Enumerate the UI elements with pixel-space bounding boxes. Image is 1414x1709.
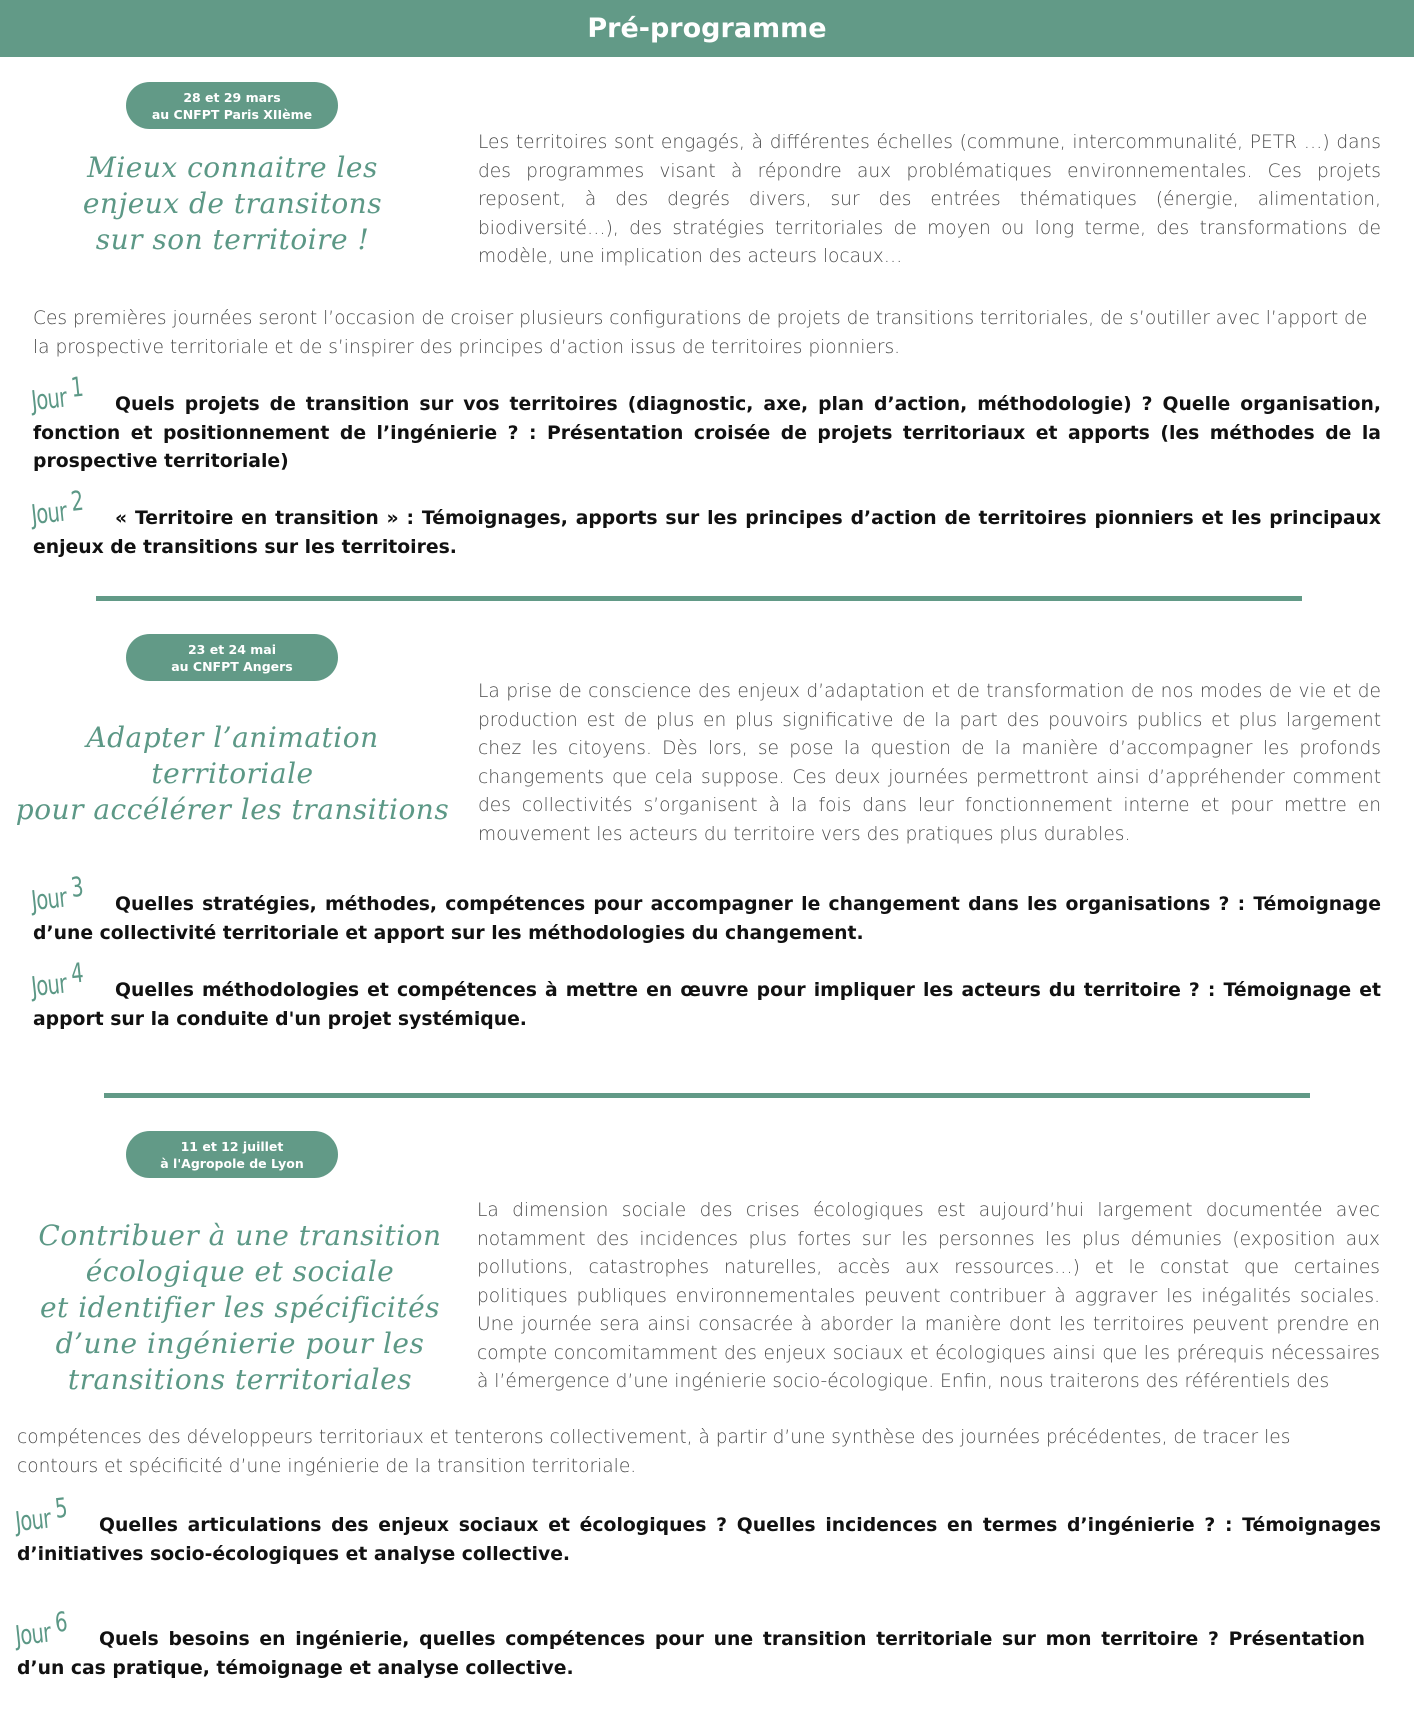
day-label-number: 2: [69, 485, 85, 518]
section-title-line: et identifier les spécificités: [39, 1291, 441, 1324]
section-continuation-3: compétences des développeurs territoriaux et tenterons collectivement, à partir d’une synthèse des journées précédentes, de tracer les contours et spécificité d’une ingénierie de la transition territoriale.: [17, 1427, 1291, 1477]
section-continuation-1: Ces premières journées seront l’occasion de croiser plusieurs configurations de projets de transitions territoriales, de s’outiller avec l’apport de la prospective territoriale et de s’inspirer des principes d’action issus de territoires pionniers.: [33, 308, 1368, 358]
section-title-2: [10, 720, 455, 828]
section-title-line: d’une ingénierie pour les: [55, 1327, 425, 1360]
date-badge-line: 23 et 24 mai: [187, 641, 277, 657]
day-3: [29, 871, 1381, 948]
section-divider-1: [96, 596, 1302, 601]
section-title-line: Mieux connaitre les: [87, 151, 378, 184]
day-6: [13, 1606, 1365, 1683]
day-label-word: Jour: [29, 968, 68, 1003]
page-title: Pré-programme: [587, 13, 827, 44]
day-1: [29, 371, 1381, 477]
day-label-word: Jour: [29, 882, 68, 917]
day-label-number: 3: [69, 871, 85, 904]
section-title-line: sur son territoire !: [95, 223, 370, 256]
day-description: Quelles stratégies, méthodes, compétences pour accompagner le changement dans les organisations ? : Témoignage d’une collectivité territoriale et apport sur les méthodologies du changement.: [33, 894, 1381, 944]
section-title-line: enjeux de transitons: [82, 187, 383, 220]
day-description: Quels besoins en ingénierie, quelles compétences pour une transition territoriale sur mon territoire ? Présentation d’un cas pratique, témoignage et analyse collective.: [17, 1629, 1365, 1679]
date-badge-line: au CNFPT Angers: [171, 658, 293, 674]
section-title-line: pour accélérer les transitions: [15, 793, 450, 826]
day-label-number: 4: [69, 957, 85, 990]
date-badge-line: au CNFPT Paris XIIème: [151, 106, 313, 122]
section-divider-2: [104, 1093, 1310, 1098]
day-description: « Territoire en transition » : Témoignages, apports sur les principes d’action de territoires pionniers et les principaux enjeux de transitions sur les territoires.: [33, 508, 1381, 558]
section-intro-1: Les territoires sont engagés, à différentes échelles (commune, intercommunalité, PETR …) dans des programmes visant à répondre aux problématiques environnementales. Ces projets reposent, à des degrés divers, sur des entrées thématiques (énergie, alimentation, biodiversité…), des stratégies territoriales de moyen ou long terme, des transformations de modèle, une implication des acteurs locaux…: [478, 132, 1381, 267]
day-label-number: 6: [53, 1606, 69, 1639]
page-header: [0, 0, 1414, 57]
day-4: [29, 957, 1381, 1034]
section-intro-2: La prise de conscience des enjeux d’adaptation et de transformation de nos modes de vie et de production est de plus en plus significative de la part des pouvoirs publics et plus largement chez les citoyens. Dès lors, se pose la question de la manière d’accompagner les profonds changements que cela suppose. Ces deux journées permettront ainsi d’appréhender comment des collectivités s’organisent à la fois dans leur fonctionnement interne et pour mettre en mouvement les acteurs du territoire vers des pratiques plus durables.: [478, 681, 1381, 845]
day-description: Quelles articulations des enjeux sociaux et écologiques ? Quelles incidences en termes d’ingénierie ? : Témoignages d’initiatives socio-écologiques et analyse collective.: [17, 1515, 1381, 1565]
section-title-line: Contribuer à une transition: [38, 1219, 442, 1252]
day-label-word: Jour: [29, 382, 68, 417]
section-title-line: écologique et sociale: [85, 1255, 395, 1288]
day-label-handwritten: [29, 371, 87, 417]
day-label-handwritten: [13, 1606, 71, 1652]
section-title-3: [10, 1218, 470, 1398]
day-label-word: Jour: [13, 1617, 52, 1652]
date-badge-3: [126, 1131, 338, 1178]
date-badge-line: 28 et 29 mars: [183, 89, 281, 105]
day-5: [13, 1492, 1381, 1569]
day-label-word: Jour: [29, 496, 68, 531]
date-badge-2: [126, 634, 338, 681]
day-label-word: Jour: [13, 1503, 52, 1538]
section-title-line: transitions territoriales: [67, 1363, 413, 1396]
day-label-handwritten: [29, 485, 87, 531]
date-badge-1: [126, 82, 338, 129]
day-label-handwritten: [29, 871, 87, 917]
date-badge-line: à l'Agropole de Lyon: [160, 1155, 304, 1171]
section-title-line: territoriale: [151, 757, 314, 790]
section-intro-3: La dimension sociale des crises écologiques est aujourd’hui largement documentée avec notamment des incidences plus fortes sur les personnes les plus démunies (exposition aux pollutions, catastrophes naturelles, accès aux ressources…) et le constat que certaines politiques publiques environnementales peuvent contribuer à aggraver les inégalités sociales. Une journée sera ainsi consacrée à aborder la manière dont les territoires peuvent prendre en compte concomitamment des enjeux sociaux et écologiques ainsi que les prérequis nécessaires à l’émergence d’une ingénierie socio-écologique. Enfin, nous traiterons des référentiels des: [477, 1200, 1380, 1392]
day-label-number: 5: [53, 1492, 69, 1525]
section-title-line: Adapter l’animation: [86, 721, 379, 754]
day-description: Quelles méthodologies et compétences à mettre en œuvre pour impliquer les acteurs du territoire ? : Témoignage et apport sur la conduite d'un projet systémique.: [33, 980, 1381, 1030]
day-label-handwritten: [13, 1492, 71, 1538]
date-badge-line: 11 et 12 juillet: [180, 1138, 284, 1154]
day-2: [29, 485, 1381, 562]
day-label-number: 1: [69, 371, 85, 404]
day-description: Quels projets de transition sur vos territoires (diagnostic, axe, plan d’action, méthodologie) ? Quelle organisation, fonction et positionnement de l’ingénierie ? : Présentation croisée de projets territoriaux et apports (les méthodes de la prospective territoriale): [33, 394, 1381, 472]
day-label-handwritten: [29, 957, 87, 1003]
section-title-1: [30, 150, 435, 258]
